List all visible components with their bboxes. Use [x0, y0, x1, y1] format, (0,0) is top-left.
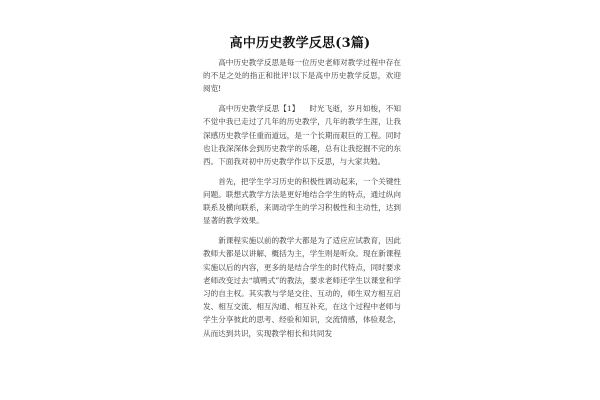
section-heading: 高中历史教学反思【1】: [218, 104, 300, 114]
paragraph-intro: 高中历史教学反思是每一位历史老师对教学过程中存在的不足之处的指正和批评!以下是高中历史教学反思，欢迎阅览!: [203, 58, 401, 94]
document-title: 高中历史教学反思(3篇): [229, 36, 371, 51]
paragraph-text: 时光飞逝，岁月如梭，不知不觉中我已走过了几年的历史教学，几年的教学生涯，让我深感历史教学任重而道远，是一个长期而艰巨的工程。同时也让我深深体会到历史教学的乐趣，总有让我挖掘不完的东西。下面我对初中历史教学作以下反思，与大家共勉。: [203, 104, 401, 167]
paragraph-section-1: [203, 102, 401, 168]
paragraph-first-point: 首先，把学生学习历史的积极性调动起来，一个关键性问题。联想式教学方法是更好地结合学生的特点，通过纵向联系及横向联系，来调动学生的学习积极性和主动性，达到显著的教学效果。: [203, 176, 401, 226]
paragraph-new-curriculum: 新课程实施以前的教学大都是为了适应应试教育，因此教师大都是以讲解、概括为主，学生则是听众。现在新课程实施以后的内容，更多的是结合学生的时代特点，同时要求老师改变过去“填鸭式”的教法，要求老师还学生以课堂和学习的自主权。其实教与学是交往、互动的，师生双方相互启发、相互交流、相互沟通、相互补充，在这个过程中老师与学生分享彼此的思考、经验和知识，交流情感，体验观念，从而达到共识，实现教学相长和共同发: [203, 236, 401, 338]
document-body: [203, 56, 401, 346]
